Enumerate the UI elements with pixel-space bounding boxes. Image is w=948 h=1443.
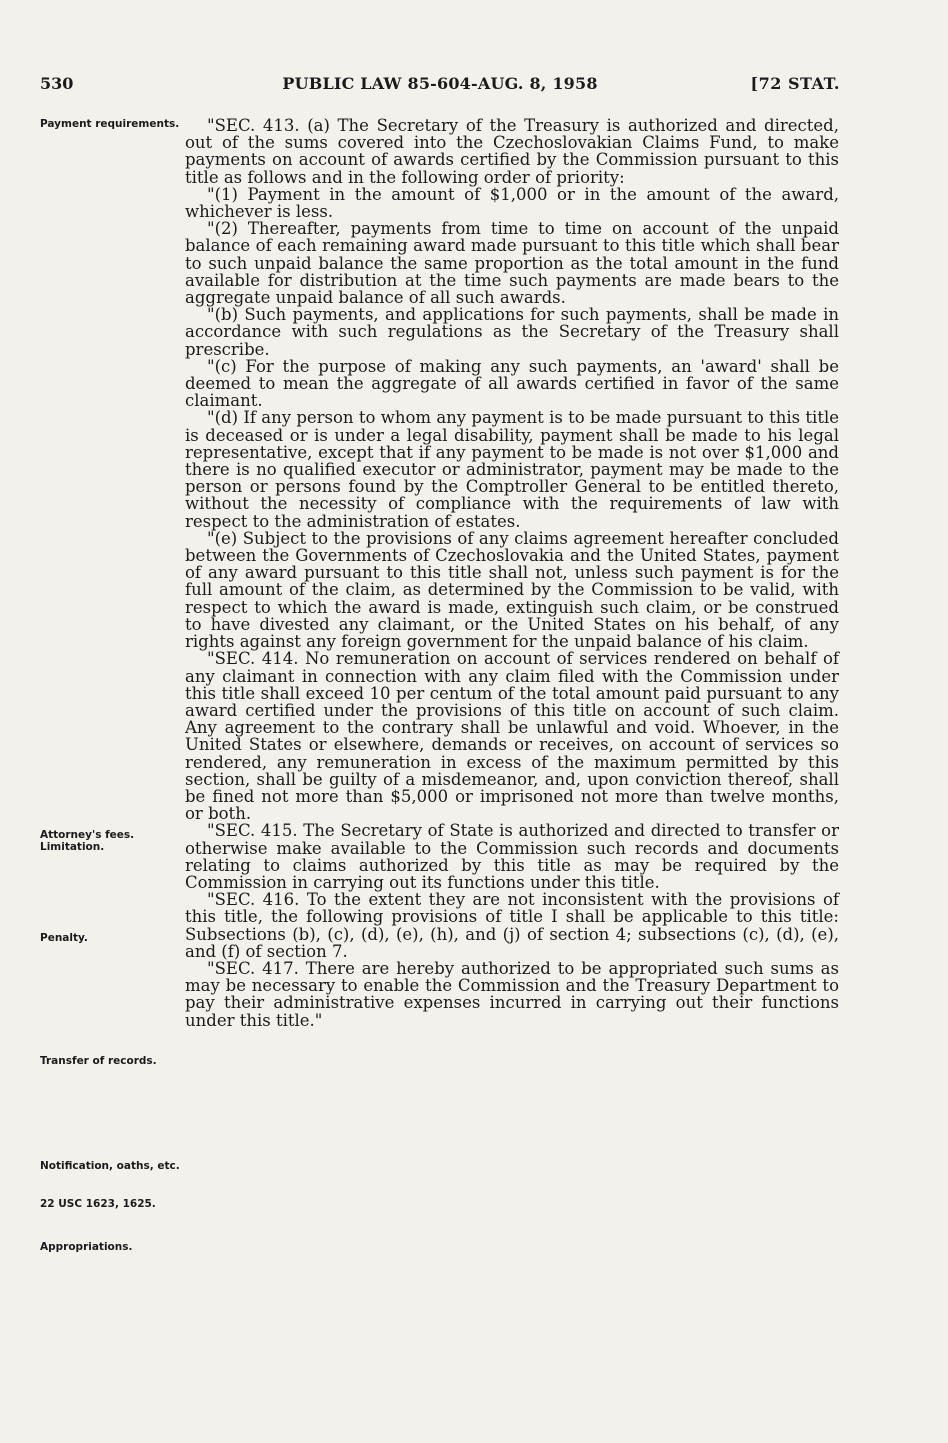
margin-note-appropriations: Appropriations. bbox=[40, 1241, 133, 1253]
margin-note-payment-requirements: Payment requirements. bbox=[40, 118, 180, 130]
section-415: "SEC. 415. The Secretary of State is authorized and directed to transfer or otherwise make available to the Commission such records and documents relating to claims authorized by this title as may be required by the Commission in carrying out its functions under this title. bbox=[185, 821, 839, 892]
margin-note-penalty: Penalty. bbox=[40, 932, 88, 944]
section-413-e: "(e) Subject to the provisions of any claims agreement hereafter concluded between the Governments of Czechoslovakia and the United States, payment of any award pursuant to this title shall not, unless such payment is for the full amount of the claim, as determined by the Commission to be valid, with respect to which the award is made, extinguish such claim, or be construed to have divested any claimant, or the United States on his behalf, of any rights against any foreign government for the unpaid balance of his claim. bbox=[185, 528, 839, 652]
section-413-a: "SEC. 413. (a) The Secretary of the Treasury is authorized and directed, out of the sums covered into the Czechoslovakian Claims Fund, to make payments on account of awards certified by the Commission pursuant to this title as follows and in the following order of priority: bbox=[185, 116, 839, 187]
margin-note-usc-citation: 22 USC 1623, 1625. bbox=[40, 1198, 156, 1210]
running-head: PUBLIC LAW 85-604-AUG. 8, 1958 bbox=[282, 74, 598, 93]
margin-note-attorneys-fees: Attorney's fees. Limitation. bbox=[40, 829, 135, 853]
body-text bbox=[185, 117, 839, 1029]
section-416: "SEC. 416. To the extent they are not inconsistent with the provisions of this title, the following provisions of title I shall be applicable to this title: Subsections (b), (c), (d), (e), (h), and (j) of section 4; subsections (c), (d), (e), and (f) of section 7. bbox=[185, 890, 839, 961]
margin-note-notification: Notification, oaths, etc. bbox=[40, 1160, 180, 1172]
section-413-d: "(d) If any person to whom any payment is to be made pursuant to this title is deceased or is under a legal disability, payment shall be made to his legal representative, except that if any payment to be made is not over $1,000 and there is no qualified executor or administrator, payment may be made to the person or persons found by the Comptroller General to be entitled thereto, without the necessity of compliance with the requirements of law with respect to the administration of estates. bbox=[185, 408, 839, 531]
section-414: "SEC. 414. No remuneration on account of services rendered on behalf of any claimant in connection with any claim filed with the Commission under this title shall exceed 10 per centum of the total amount paid pursuant to any award certified under the provisions of this title on account of such claim. Any agreement to the contrary shall be unlawful and void. Whoever, in the United States or elsewhere, demands or receives, on account of services so rendered, any remuneration in excess of the maximum permitted by this section, shall be guilty of a misdemeanor, and, upon conviction thereof, shall be fined not more than $5,000 or imprisoned not more than twelve months, or both. bbox=[185, 649, 839, 824]
section-417: "SEC. 417. There are hereby authorized to be appropriated such sums as may be necessary to enable the Commission and the Treasury Department to pay their administrative expenses incurred in carrying out their functions under this title." bbox=[185, 958, 839, 1030]
section-413-a-2: "(2) Thereafter, payments from time to time on account of the unpaid balance of each remaining award made pursuant to this title which shall bear to such unpaid balance the same proportion as the total amount in the fund available for distribution at the time such payments are made bears to the aggregate unpaid balance of all such awards. bbox=[185, 219, 839, 308]
statute-reference: [72 STAT. bbox=[750, 74, 840, 93]
margin-note-transfer-of-records: Transfer of records. bbox=[40, 1055, 157, 1067]
section-413-a-1: "(1) Payment in the amount of $1,000 or in the amount of the award, whichever is less. bbox=[185, 184, 839, 222]
page-number: 530 bbox=[40, 74, 74, 93]
section-413-b: "(b) Such payments, and applications for such payments, shall be made in accordance with such regulations as the Secretary of the Treasury shall prescribe. bbox=[185, 305, 839, 359]
section-413-c: "(c) For the purpose of making any such payments, an 'award' shall be deemed to mean the aggregate of all awards certified in favor of the same claimant. bbox=[185, 356, 839, 411]
